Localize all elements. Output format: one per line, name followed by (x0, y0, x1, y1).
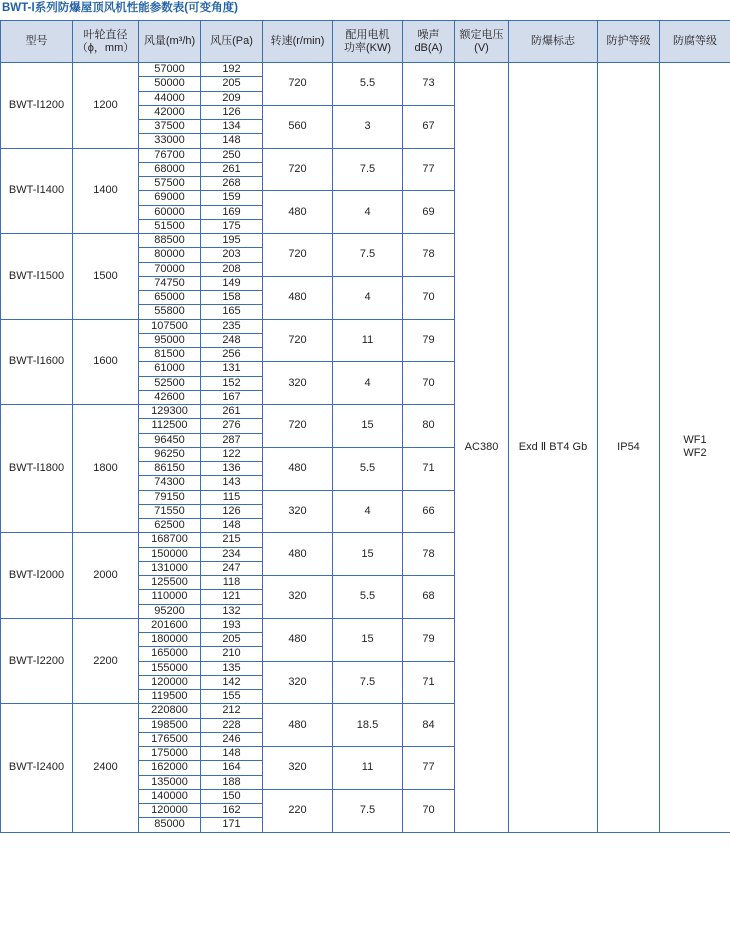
pressure-cell: 203 (201, 248, 263, 262)
airflow-cell: 60000 (139, 205, 201, 219)
header-power (333, 21, 403, 63)
power-cell: 11 (333, 319, 403, 362)
airflow-cell: 155000 (139, 661, 201, 675)
speed-cell: 320 (263, 362, 333, 405)
pressure-cell: 136 (201, 462, 263, 476)
voltage-cell: AC380 (455, 63, 509, 833)
pressure-cell: 195 (201, 234, 263, 248)
airflow-cell: 70000 (139, 262, 201, 276)
diameter-cell: 2400 (73, 704, 139, 832)
airflow-cell: 107500 (139, 319, 201, 333)
airflow-cell: 44000 (139, 91, 201, 105)
header-noise-line2: dB(A) (414, 41, 443, 54)
power-cell: 7.5 (333, 789, 403, 832)
speed-cell: 480 (263, 447, 333, 490)
speed-cell: 320 (263, 490, 333, 533)
speed-cell: 720 (263, 234, 333, 277)
airflow-cell: 168700 (139, 533, 201, 547)
speed-cell: 720 (263, 63, 333, 106)
speed-cell: 720 (263, 319, 333, 362)
airflow-cell: 120000 (139, 675, 201, 689)
airflow-cell: 129300 (139, 405, 201, 419)
pressure-cell: 175 (201, 219, 263, 233)
pressure-cell: 150 (201, 789, 263, 803)
header-explosion: 防爆标志 (509, 21, 598, 63)
pressure-cell: 235 (201, 319, 263, 333)
airflow-cell: 119500 (139, 690, 201, 704)
power-cell: 7.5 (333, 148, 403, 191)
airflow-cell: 125500 (139, 576, 201, 590)
pressure-cell: 135 (201, 661, 263, 675)
pressure-cell: 276 (201, 419, 263, 433)
airflow-cell: 52500 (139, 376, 201, 390)
airflow-cell: 62500 (139, 519, 201, 533)
airflow-cell: 37500 (139, 120, 201, 134)
airflow-cell: 79150 (139, 490, 201, 504)
pressure-cell: 122 (201, 447, 263, 461)
noise-cell: 77 (403, 148, 455, 191)
header-diameter-line1: 叶轮直径 (83, 28, 128, 41)
power-cell: 5.5 (333, 447, 403, 490)
fan-parameter-table (0, 20, 730, 833)
pressure-cell: 287 (201, 433, 263, 447)
airflow-cell: 85000 (139, 818, 201, 832)
airflow-cell: 95000 (139, 333, 201, 347)
pressure-cell: 121 (201, 590, 263, 604)
pressure-cell: 208 (201, 262, 263, 276)
noise-cell: 78 (403, 234, 455, 277)
airflow-cell: 51500 (139, 219, 201, 233)
header-voltage-line2: (V) (474, 41, 489, 54)
pressure-cell: 261 (201, 162, 263, 176)
model-cell: BWT-Ⅰ2000 (1, 533, 73, 619)
noise-cell: 79 (403, 319, 455, 362)
explosion-mark-cell: Exd Ⅱ BT4 Gb (509, 63, 598, 833)
airflow-cell: 201600 (139, 618, 201, 632)
airflow-cell: 86150 (139, 462, 201, 476)
diameter-cell: 1800 (73, 405, 139, 533)
header-voltage (455, 21, 509, 63)
pressure-cell: 256 (201, 348, 263, 362)
corrosion-line-1: WF1 (683, 434, 707, 447)
model-cell: BWT-Ⅰ2400 (1, 704, 73, 832)
pressure-cell: 248 (201, 333, 263, 347)
power-cell: 15 (333, 533, 403, 576)
power-cell: 18.5 (333, 704, 403, 747)
header-voltage-line1: 额定电压 (459, 28, 504, 41)
airflow-cell: 57500 (139, 177, 201, 191)
model-cell: BWT-Ⅰ1800 (1, 405, 73, 533)
power-cell: 3 (333, 105, 403, 148)
pressure-cell: 149 (201, 276, 263, 290)
header-protection: 防护等级 (598, 21, 660, 63)
pressure-cell: 210 (201, 647, 263, 661)
pressure-cell: 228 (201, 718, 263, 732)
noise-cell: 78 (403, 533, 455, 576)
header-corrosion: 防腐等级 (660, 21, 730, 63)
airflow-cell: 50000 (139, 77, 201, 91)
diameter-cell: 2000 (73, 533, 139, 619)
model-cell: BWT-Ⅰ1600 (1, 319, 73, 405)
pressure-cell: 143 (201, 476, 263, 490)
pressure-cell: 162 (201, 804, 263, 818)
speed-cell: 720 (263, 405, 333, 448)
noise-cell: 68 (403, 576, 455, 619)
pressure-cell: 169 (201, 205, 263, 219)
model-cell: BWT-Ⅰ1400 (1, 148, 73, 234)
airflow-cell: 112500 (139, 419, 201, 433)
table-body (1, 63, 730, 833)
pressure-cell: 193 (201, 618, 263, 632)
header-noise-line1: 噪声 (417, 28, 440, 41)
speed-cell: 480 (263, 533, 333, 576)
airflow-cell: 110000 (139, 590, 201, 604)
airflow-cell: 131000 (139, 561, 201, 575)
pressure-cell: 158 (201, 291, 263, 305)
model-cell: BWT-Ⅰ1500 (1, 234, 73, 320)
noise-cell: 84 (403, 704, 455, 747)
header-row (1, 21, 730, 63)
pressure-cell: 268 (201, 177, 263, 191)
corrosion-cell (660, 63, 730, 833)
airflow-cell: 74300 (139, 476, 201, 490)
speed-cell: 320 (263, 661, 333, 704)
header-speed: 转速(r/min) (263, 21, 333, 63)
header-diameter (73, 21, 139, 63)
airflow-cell: 220800 (139, 704, 201, 718)
airflow-cell: 96450 (139, 433, 201, 447)
noise-cell: 79 (403, 618, 455, 661)
airflow-cell: 69000 (139, 191, 201, 205)
airflow-cell: 42000 (139, 105, 201, 119)
header-power-line1: 配用电机 (345, 28, 390, 41)
pressure-cell: 148 (201, 519, 263, 533)
airflow-cell: 198500 (139, 718, 201, 732)
power-cell: 7.5 (333, 234, 403, 277)
pressure-cell: 118 (201, 576, 263, 590)
power-cell: 7.5 (333, 661, 403, 704)
speed-cell: 480 (263, 618, 333, 661)
speed-cell: 480 (263, 191, 333, 234)
diameter-cell: 1600 (73, 319, 139, 405)
pressure-cell: 132 (201, 604, 263, 618)
pressure-cell: 261 (201, 405, 263, 419)
noise-cell: 80 (403, 405, 455, 448)
pressure-cell: 215 (201, 533, 263, 547)
pressure-cell: 188 (201, 775, 263, 789)
diameter-cell: 1200 (73, 63, 139, 149)
pressure-cell: 142 (201, 675, 263, 689)
pressure-cell: 164 (201, 761, 263, 775)
noise-cell: 73 (403, 63, 455, 106)
power-cell: 11 (333, 747, 403, 790)
protection-cell: IP54 (598, 63, 660, 833)
airflow-cell: 180000 (139, 633, 201, 647)
header-pressure: 风压(Pa) (201, 21, 263, 63)
pressure-cell: 165 (201, 305, 263, 319)
diameter-cell: 2200 (73, 618, 139, 704)
noise-cell: 77 (403, 747, 455, 790)
airflow-cell: 96250 (139, 447, 201, 461)
pressure-cell: 212 (201, 704, 263, 718)
power-cell: 4 (333, 191, 403, 234)
speed-cell: 320 (263, 747, 333, 790)
pressure-cell: 134 (201, 120, 263, 134)
power-cell: 15 (333, 618, 403, 661)
pressure-cell: 159 (201, 191, 263, 205)
noise-cell: 67 (403, 105, 455, 148)
pressure-cell: 246 (201, 732, 263, 746)
airflow-cell: 68000 (139, 162, 201, 176)
speed-cell: 320 (263, 576, 333, 619)
speed-cell: 720 (263, 148, 333, 191)
airflow-cell: 74750 (139, 276, 201, 290)
pressure-cell: 115 (201, 490, 263, 504)
speed-cell: 480 (263, 276, 333, 319)
pressure-cell: 192 (201, 63, 263, 77)
airflow-cell: 65000 (139, 291, 201, 305)
airflow-cell: 95200 (139, 604, 201, 618)
pressure-cell: 148 (201, 134, 263, 148)
airflow-cell: 120000 (139, 804, 201, 818)
pressure-cell: 205 (201, 633, 263, 647)
model-cell: BWT-Ⅰ2200 (1, 618, 73, 704)
noise-cell: 69 (403, 191, 455, 234)
airflow-cell: 175000 (139, 747, 201, 761)
airflow-cell: 81500 (139, 348, 201, 362)
noise-cell: 70 (403, 789, 455, 832)
header-noise (403, 21, 455, 63)
header-model: 型号 (1, 21, 73, 63)
pressure-cell: 234 (201, 547, 263, 561)
airflow-cell: 33000 (139, 134, 201, 148)
power-cell: 4 (333, 490, 403, 533)
speed-cell: 220 (263, 789, 333, 832)
noise-cell: 70 (403, 362, 455, 405)
diameter-cell: 1400 (73, 148, 139, 234)
pressure-cell: 126 (201, 105, 263, 119)
pressure-cell: 148 (201, 747, 263, 761)
airflow-cell: 150000 (139, 547, 201, 561)
noise-cell: 66 (403, 490, 455, 533)
corrosion-line-2: WF2 (683, 447, 707, 460)
airflow-cell: 176500 (139, 732, 201, 746)
airflow-cell: 88500 (139, 234, 201, 248)
power-cell: 5.5 (333, 576, 403, 619)
diameter-cell: 1500 (73, 234, 139, 320)
noise-cell: 71 (403, 661, 455, 704)
pressure-cell: 250 (201, 148, 263, 162)
model-cell: BWT-Ⅰ1200 (1, 63, 73, 149)
airflow-cell: 80000 (139, 248, 201, 262)
noise-cell: 71 (403, 447, 455, 490)
airflow-cell: 55800 (139, 305, 201, 319)
airflow-cell: 76700 (139, 148, 201, 162)
pressure-cell: 171 (201, 818, 263, 832)
power-cell: 4 (333, 276, 403, 319)
header-diameter-line2: （ϕ，mm） (76, 41, 135, 54)
airflow-cell: 57000 (139, 63, 201, 77)
pressure-cell: 152 (201, 376, 263, 390)
airflow-cell: 71550 (139, 504, 201, 518)
pressure-cell: 205 (201, 77, 263, 91)
pressure-cell: 167 (201, 390, 263, 404)
pressure-cell: 209 (201, 91, 263, 105)
speed-cell: 480 (263, 704, 333, 747)
pressure-cell: 155 (201, 690, 263, 704)
power-cell: 4 (333, 362, 403, 405)
airflow-cell: 42600 (139, 390, 201, 404)
power-cell: 15 (333, 405, 403, 448)
airflow-cell: 165000 (139, 647, 201, 661)
airflow-cell: 61000 (139, 362, 201, 376)
noise-cell: 70 (403, 276, 455, 319)
pressure-cell: 131 (201, 362, 263, 376)
speed-cell: 560 (263, 105, 333, 148)
airflow-cell: 162000 (139, 761, 201, 775)
header-airflow: 风量(m³/h) (139, 21, 201, 63)
pressure-cell: 126 (201, 504, 263, 518)
table-row (1, 63, 730, 77)
header-power-line2: 功率(KW) (343, 41, 392, 54)
airflow-cell: 140000 (139, 789, 201, 803)
pressure-cell: 247 (201, 561, 263, 575)
airflow-cell: 135000 (139, 775, 201, 789)
table-title: BWT-Ⅰ系列防爆屋顶风机性能参数表(可变角度) (2, 2, 238, 14)
power-cell: 5.5 (333, 63, 403, 106)
